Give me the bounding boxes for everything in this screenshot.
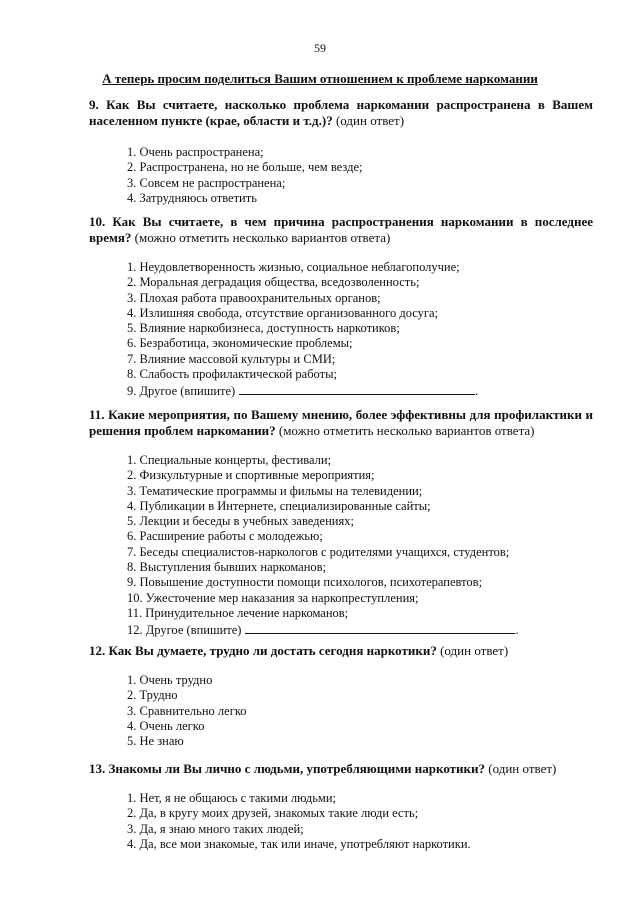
question-9-title: 9. Как Вы считаете, насколько проблема наркомании распространена в Вашем населенном пункте (крае, области и т.д.)? — [89, 97, 593, 128]
question-12-text — [89, 643, 593, 659]
option-other-label: 12. Другое (впишите) — [127, 623, 242, 638]
question-11-text — [89, 407, 593, 438]
option: 5. Влияние наркобизнеса, доступность наркотиков; — [127, 321, 400, 336]
question-12-note: (один ответ) — [440, 643, 509, 658]
question-13-options — [127, 791, 471, 852]
option: 10. Ужесточение мер наказания за наркопреступления; — [127, 590, 419, 605]
blank-end: . — [475, 384, 479, 399]
question-12 — [89, 643, 593, 749]
question-11-note: (можно отметить несколько вариантов ответа) — [278, 422, 535, 438]
question-9-note: (один ответ) — [335, 112, 405, 128]
option: 4. Публикации в Интернете, специализированные сайты; — [127, 498, 431, 513]
option: 7. Влияние массовой культуры и СМИ; — [127, 351, 336, 366]
option: 9. Повышение доступности помощи психологов, психотерапевтов; — [127, 575, 483, 590]
question-10-title: 10. Как Вы считаете, в чем причина распространения наркомании в последнее время? — [89, 214, 593, 245]
option: 8. Слабость профилактической работы; — [127, 367, 337, 382]
option: 11. Принудительное лечение наркоманов; — [127, 605, 349, 620]
option-other — [127, 621, 519, 638]
question-9-options — [127, 145, 362, 206]
option: 5. Не знаю — [127, 734, 184, 749]
option: 8. Выступления бывших наркоманов; — [127, 560, 327, 575]
option: 3. Сравнительно легко — [127, 703, 247, 718]
option: 1. Очень распространена; — [127, 145, 264, 159]
option: 4. Очень легко — [127, 718, 205, 733]
question-12-options — [127, 673, 247, 749]
question-10-note: (можно отметить несколько вариантов ответа) — [134, 229, 391, 245]
question-12-title: 12. Как Вы думаете, трудно ли достать сегодня наркотики? — [89, 643, 437, 658]
option: 1. Специальные концерты, фестивали; — [127, 453, 332, 467]
option: 2. Да, в кругу моих друзей, знакомых такие люди есть; — [127, 806, 419, 821]
option: 4. Да, все мои знакомые, так или иначе, употребляют наркотики. — [127, 836, 471, 851]
option: 3. Плохая работа правоохранительных органов; — [127, 290, 381, 305]
question-11-title: 11. Какие мероприятия, по Вашему мнению, более эффективны для профилактики и решения проблем наркомании? — [89, 407, 593, 438]
option-other-label: 9. Другое (впишите) — [127, 384, 236, 399]
option: 2. Распространена, но не больше, чем везде; — [127, 160, 363, 175]
option: 3. Совсем не распространена; — [127, 175, 286, 190]
section-heading: А теперь просим поделиться Вашим отношением к проблеме наркомании — [102, 71, 538, 86]
option: 7. Беседы специалистов-наркологов с родителями учащихся, студентов; — [127, 544, 510, 559]
option: 4. Затрудняюсь ответить — [127, 190, 257, 205]
question-10-options — [127, 260, 478, 400]
option: 2. Физкультурные и спортивные мероприятия; — [127, 468, 375, 483]
option: 1. Очень трудно — [127, 673, 213, 687]
option: 3. Да, я знаю много таких людей; — [127, 821, 304, 836]
question-10-text — [89, 214, 593, 245]
option: 2. Трудно — [127, 688, 178, 703]
question-13-note: (один ответ) — [488, 761, 557, 776]
question-13 — [89, 761, 593, 851]
question-10 — [89, 214, 593, 399]
option: 3. Тематические программы и фильмы на телевидении; — [127, 483, 423, 498]
question-9-text — [89, 97, 593, 128]
question-13-text — [89, 761, 593, 777]
write-in-blank — [239, 382, 475, 395]
question-13-title: 13. Знакомы ли Вы лично с людьми, употребляющими наркотики? — [89, 761, 486, 776]
option: 1. Нет, я не общаюсь с такими людьми; — [127, 791, 336, 805]
option: 6. Безработица, экономические проблемы; — [127, 336, 353, 351]
option-other — [127, 382, 478, 399]
blank-end: . — [515, 623, 519, 638]
write-in-blank — [245, 621, 515, 634]
option: 4. Излишняя свобода, отсутствие организованного досуга; — [127, 305, 439, 320]
question-11-options — [127, 453, 519, 639]
option: 2. Моральная деградация общества, вседозволенность; — [127, 275, 420, 290]
option: 5. Лекции и беседы в учебных заведениях; — [127, 514, 354, 529]
question-9 — [89, 97, 593, 205]
option: 1. Неудовлетворенность жизнью, социальное неблагополучие; — [127, 260, 460, 274]
option: 6. Расширение работы с молодежью; — [127, 529, 323, 544]
question-11 — [89, 407, 593, 638]
page-number: 59 — [314, 41, 326, 55]
